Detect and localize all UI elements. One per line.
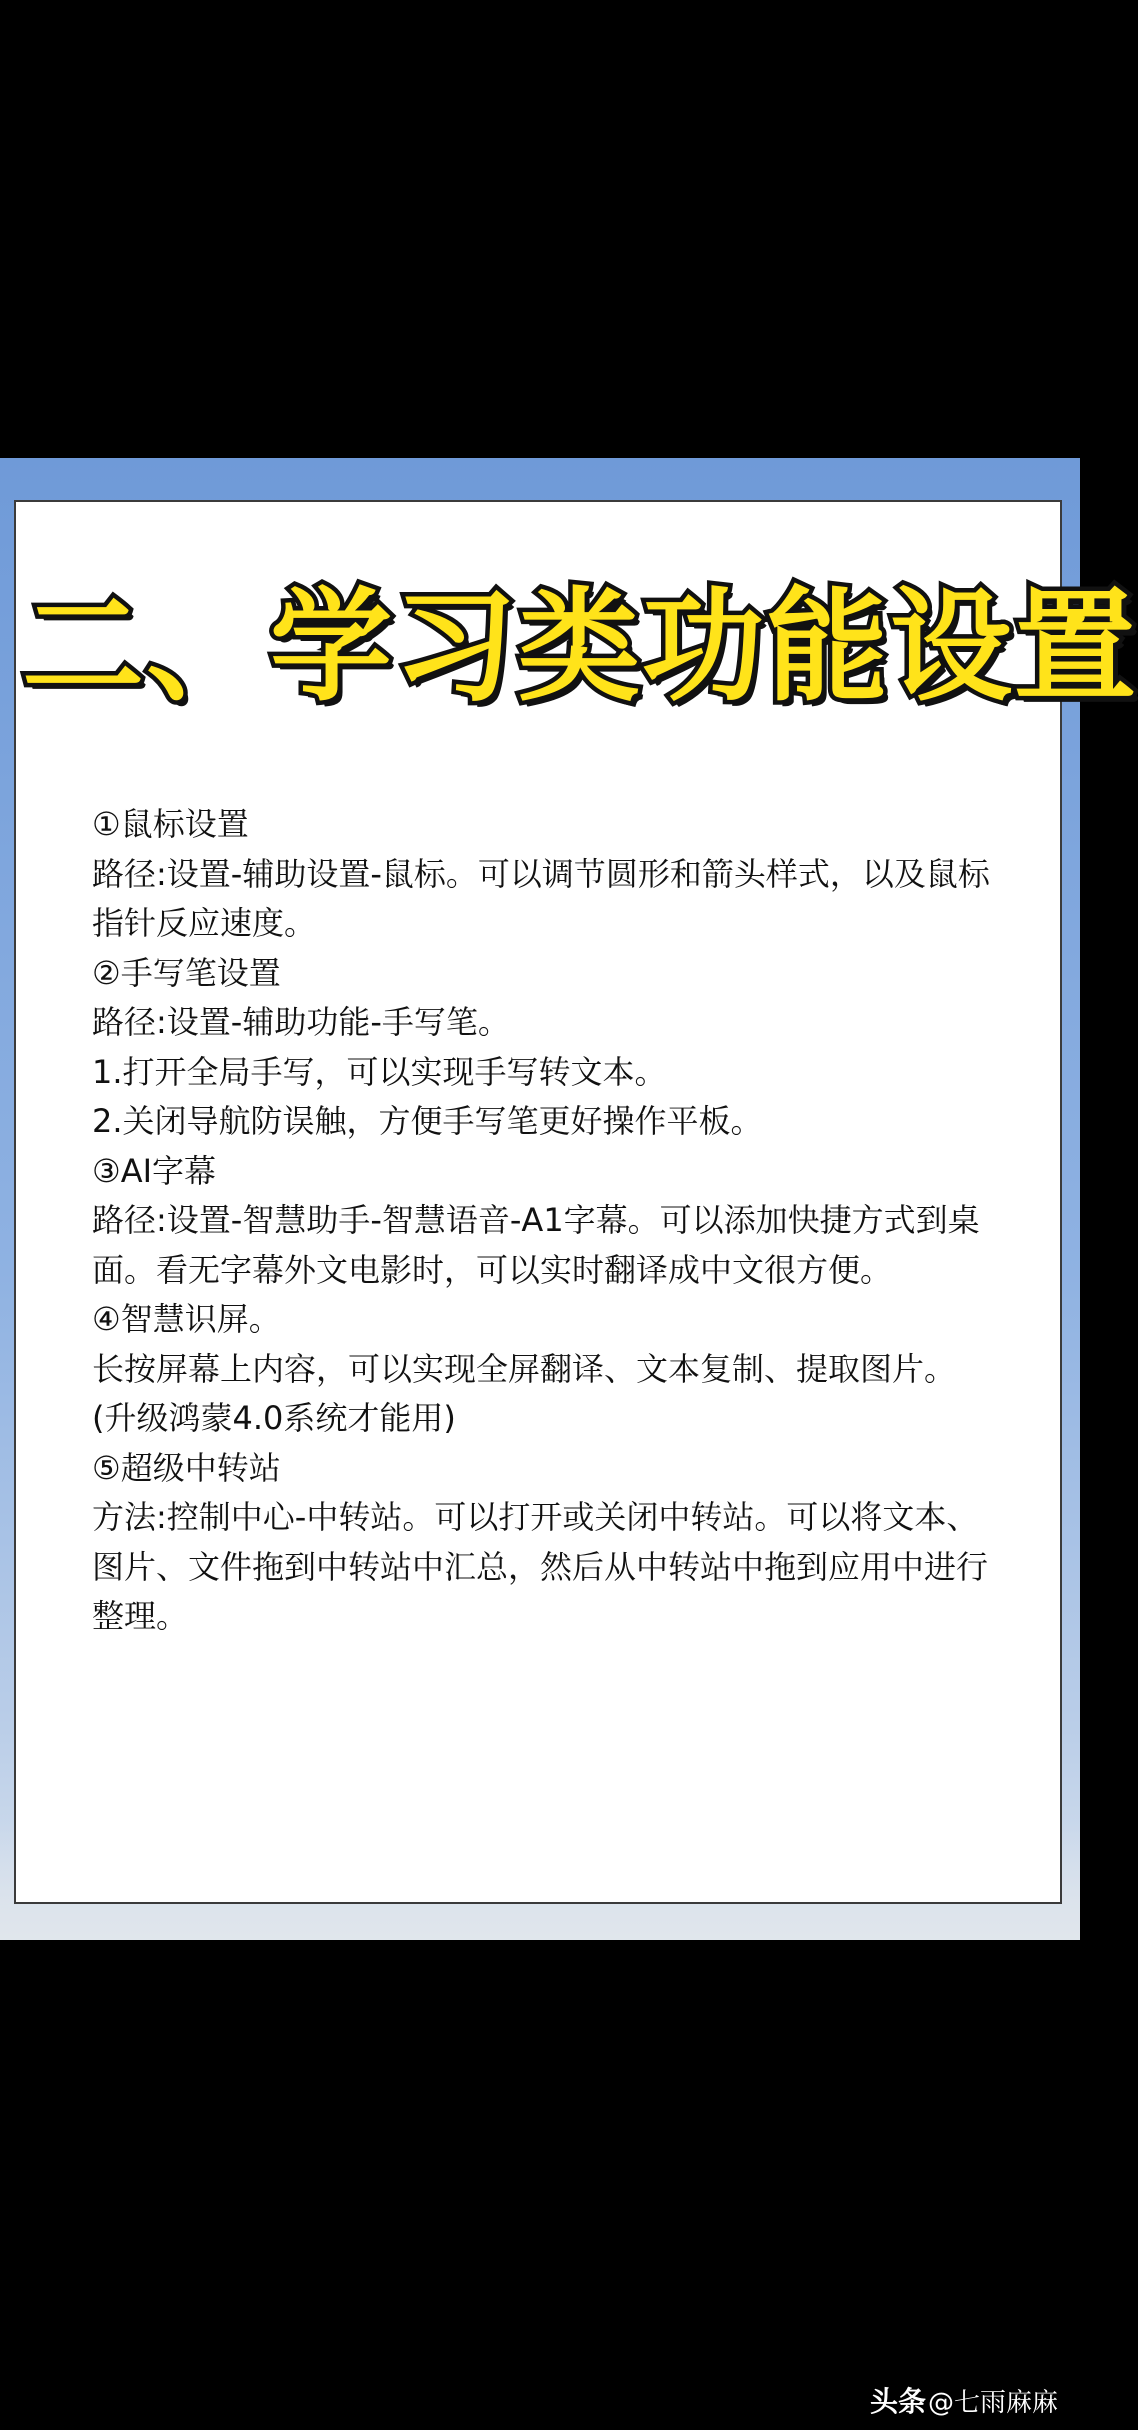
heading-super-hub: ⑤超级中转站 <box>92 1448 281 1487</box>
heading-smart-screen: ④智慧识屏。 <box>92 1300 281 1338</box>
settings-text <box>92 800 992 1642</box>
ai-subtitles-path: 路径:设置-智慧助手-智慧语音-A1字幕。可以添加快捷方式到桌面。看无字幕外文电影时，可以实时翻译成中文很方便。 <box>92 1201 980 1289</box>
stylus-tip-2: 2.关闭导航防误触，方便手写笔更好操作平板。 <box>92 1102 763 1140</box>
section-title: 二、学习类功能设置 <box>22 576 1138 718</box>
watermark-handle: @七雨麻麻 <box>927 2387 1058 2418</box>
watermark <box>870 2370 1058 2430</box>
heading-ai-subtitles: ③AI字幕 <box>92 1151 217 1190</box>
watermark-brand: 头条 <box>869 2385 926 2418</box>
stylus-tip-1: 1.打开全局手写，可以实现手写转文本。 <box>92 1052 667 1091</box>
stylus-settings-path: 路径:设置-辅助功能-手写笔。 <box>92 1003 510 1041</box>
heading-stylus-settings: ②手写笔设置 <box>92 953 281 992</box>
heading-mouse-settings: ①鼠标设置 <box>92 805 249 843</box>
smart-screen-description: 长按屏幕上内容，可以实现全屏翻译、文本复制、提取图片。(升级鸿蒙4.0系统才能用) <box>92 1349 957 1437</box>
mouse-settings-path: 路径:设置-辅助设置-鼠标。可以调节圆形和箭头样式，以及鼠标指针反应速度。 <box>92 854 990 942</box>
super-hub-method: 方法:控制中心-中转站。可以打开或关闭中转站。可以将文本、图片、文件拖到中转站中汇总，然后从中转站中拖到应用中进行整理。 <box>92 1498 989 1635</box>
